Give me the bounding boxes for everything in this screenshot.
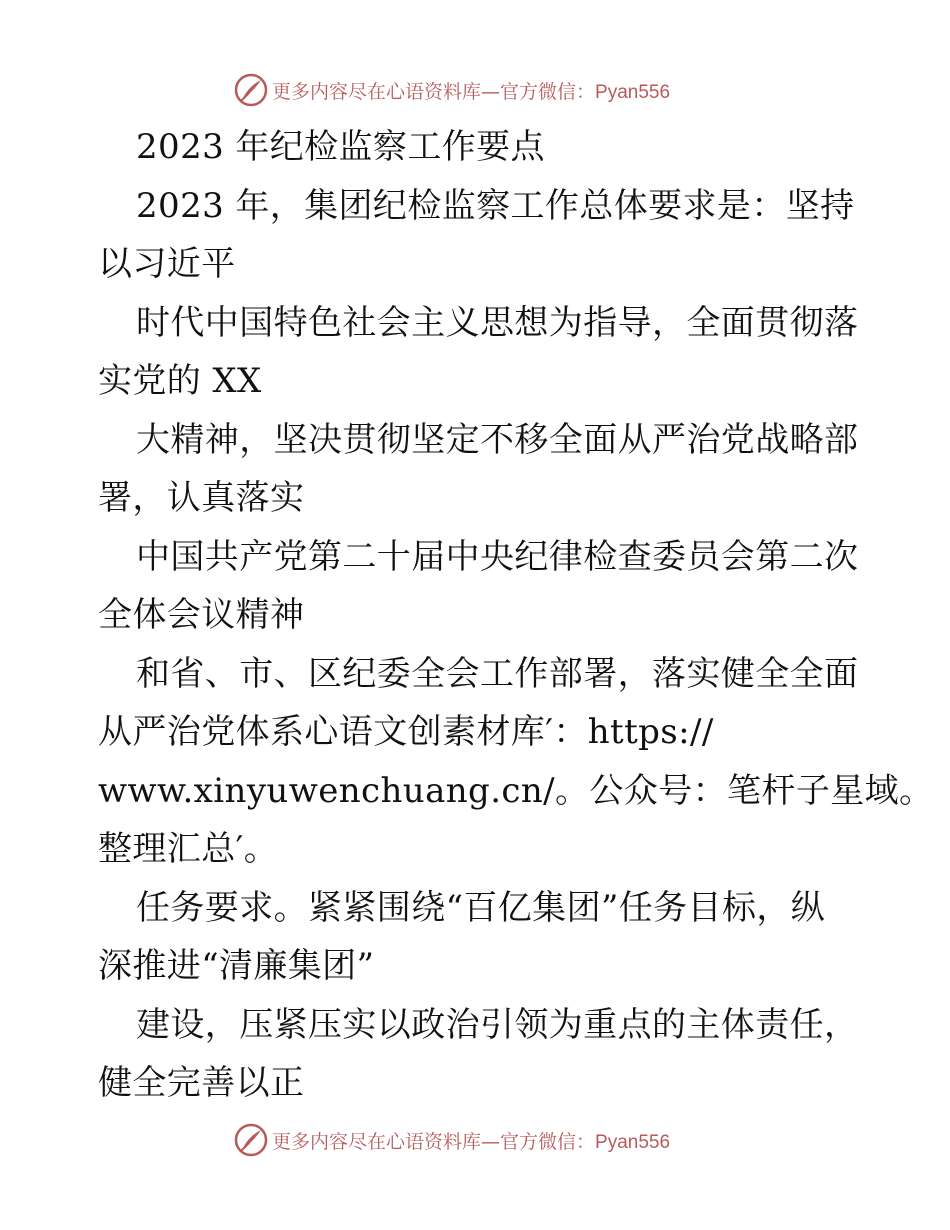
watermark-text: 更多内容尽在心语资料库—官方微信：Pyan556 [272, 80, 671, 103]
feather-logo-icon [234, 73, 268, 107]
doc-line: 整理汇总′。 [98, 829, 279, 869]
watermark-header [234, 72, 670, 108]
doc-line: 中国共产党第二十届中央纪律检查委员会第二次 [136, 536, 859, 577]
doc-line: 时代中国特色社会主义思想为指导，全面贯彻落 [136, 302, 859, 343]
watermark-text: 更多内容尽在心语资料库—官方微信：Pyan556 [272, 1130, 671, 1153]
doc-line: 深推进“清廉集团” [98, 946, 375, 986]
doc-line: 2023 年，集团纪检监察工作总体要求是：坚持 [136, 185, 855, 226]
doc-line: www.xinyuwenchuang.cn/。公众号：笔杆子星域。 [98, 770, 934, 811]
doc-line: 任务要求。紧紧围绕“百亿集团”任务目标，纵 [136, 887, 826, 928]
watermark-id: Pyan556 [595, 81, 671, 103]
doc-line: 全体会议精神 [98, 595, 305, 635]
doc-line: 健全完善以正 [98, 1063, 305, 1103]
doc-line: 建设，压紧压实以政治引领为重点的主体责任， [136, 1004, 859, 1045]
doc-title: 2023 年纪检监察工作要点 [136, 127, 545, 167]
doc-line: 和省、市、区纪委全会工作部署，落实健全全面 [136, 653, 859, 694]
doc-line: 大精神，坚决贯彻坚定不移全面从严治党战略部 [136, 419, 859, 460]
doc-line: 署，认真落实 [98, 478, 305, 518]
watermark-footer [234, 1122, 670, 1158]
doc-line: 以习近平 [98, 244, 236, 284]
feather-logo-icon [234, 1123, 268, 1157]
doc-line: 实党的 XX [98, 361, 262, 401]
doc-line: 从严治党体系心语文创素材库′：https:// [98, 712, 714, 752]
document-body [98, 118, 934, 1113]
watermark-id: Pyan556 [595, 1131, 671, 1153]
